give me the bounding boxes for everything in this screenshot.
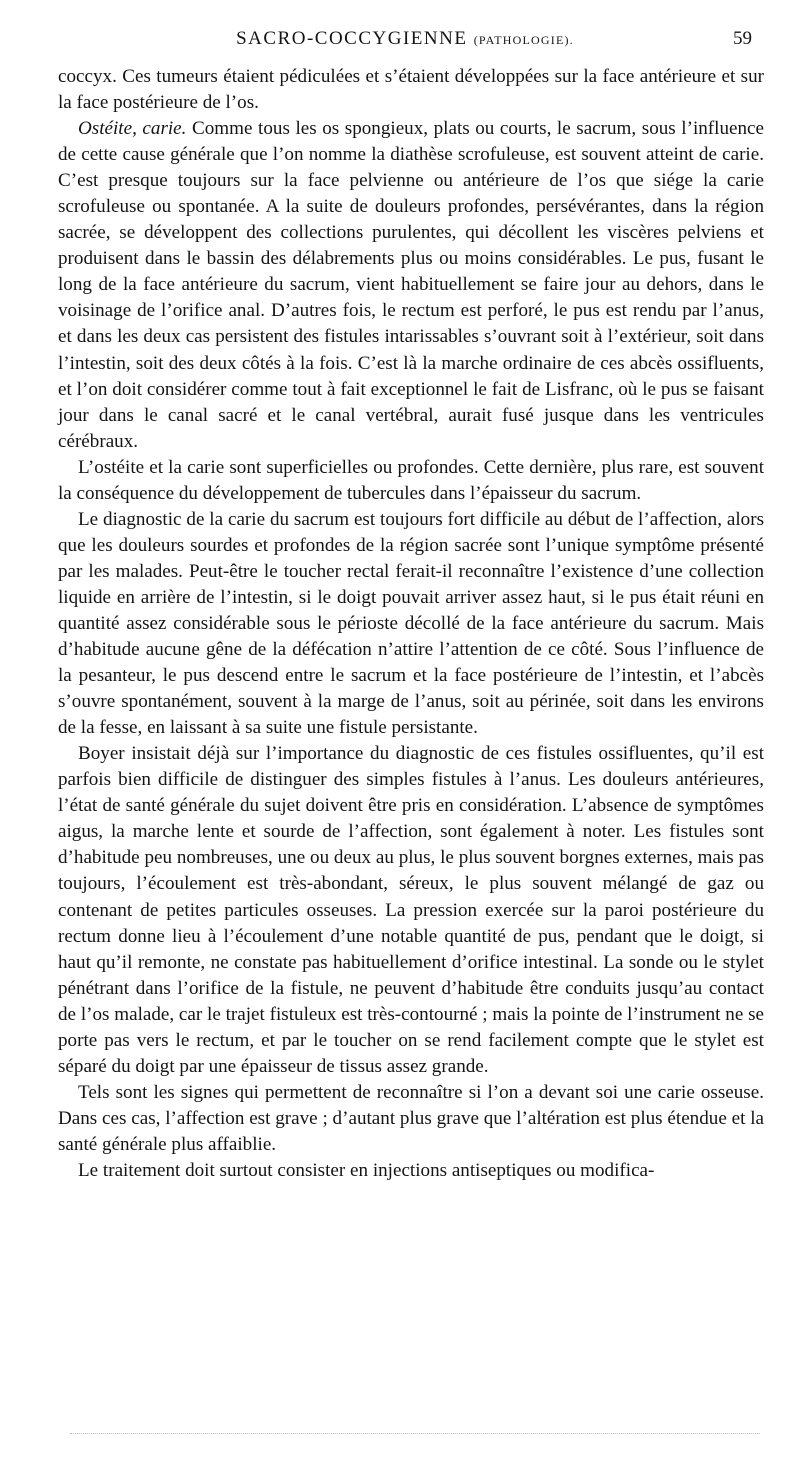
running-title-subtitle: (PATHOLOGIE). [473,33,574,47]
page-number: 59 [733,28,752,49]
running-title-main: SACRO-COCCYGIENNE [236,28,468,49]
paragraph-text: coccyx. Ces tumeurs étaient pédiculées et s’étaient développées sur la face antérieure et sur la face postérieure de l’os. [58,66,764,114]
paragraph [58,1080,764,1158]
paragraph [58,455,764,507]
paragraph [58,507,764,741]
paragraph-text: Comme tous les os spongieux, plats ou courts, le sacrum, sous l’influence de cette cause générale que l’on nomme la diathèse scrofuleuse, est souvent atteint de carie. C’est presque toujours sur la face pelvienne ou antérieure de l’os que siége la carie scrofuleuse ou spontanée. A la suite de douleurs profondes, persévérantes, dans la région sacrée, se développent des collections purulentes, qui décollent les viscères pelviens et produisent dans le bassin des délabrements plus ou moins considérables. Le pus, fusant le long de la face antérieure du sacrum, vient habituellement se faire jour au dehors, dans le voisinage de l’orifice anal. D’autres fois, le rectum est perforé, le pus est rendu par l’anus, et dans les deux cas persistent des fistules intarissables s’ouvrant soit à l’extérieur, soit dans l’intestin, soit des deux côtés à la fois. C’est là la marche ordinaire de ces abcès ossifluents, et l’on doit considérer comme tout à fait exceptionnel le fait de Lisfranc, où le pus se faisant jour dans le canal sacré et le canal vertébral, aurait fusé jusque dans les ventricules cérébraux. [58,118,764,452]
body-text [58,64,764,1184]
page-header [58,28,752,54]
paragraph-text: Boyer insistait déjà sur l’importance du diagnostic de ces fistules ossifluentes, qu’il est parfois bien difficile de distinguer des simples fistules à l’anus. Les douleurs antérieures, l’état de santé générale du sujet doivent être pris en considération. L’absence de symptômes aigus, la marche lente et sourde de l’affection, sont également à noter. Les fistules sont d’habitude peu nombreuses, une ou deux au plus, le plus souvent borgnes externes, mais pas toujours, l’écoulement est très-abondant, séreux, le plus souvent mélangé de gaz ou contenant de petites particules osseuses. La pression exercée sur la paroi postérieure du rectum donne lieu à l’écoulement d’une notable quantité de pus, pendant que le doigt, si haut qu’il remonte, ne constate pas habituellement d’orifice intestinal. La sonde ou le stylet pénétrant dans l’orifice de la fistule, ne peuvent d’habitude être conduits jusqu’au contact de l’os malade, car le trajet fistuleux est très-contourné ; mais la pointe de l’instrument ne se porte pas vers le rectum, et par le toucher on se rend facilement compte que le stylet est séparé du doigt par une épaisseur de tissus assez grande. [58,743,764,1077]
paragraph-text: L’ostéite et la carie sont superficielles ou profondes. Cette dernière, plus rare, est souvent la conséquence du développement de tubercules dans l’épaisseur du sacrum. [58,456,764,504]
running-title [58,28,752,50]
paragraph [58,1158,764,1184]
footer-dotted-rule [70,1433,760,1434]
paragraph [58,741,764,1080]
paragraph [58,64,764,116]
paragraph-text: Le diagnostic de la carie du sacrum est toujours fort difficile au début de l’affection, alors que les douleurs sourdes et profondes de la région sacrée sont l’unique symptôme présenté par les malades. Peut-être le toucher rectal ferait-il reconnaître l’existence d’une collection liquide en arrière de l’intestin, si le doigt pouvait arriver assez haut, si le pus était réuni en quantité assez considérable sous le périoste décollé de la face antérieure du sacrum. Mais d’habitude aucune gêne de la défécation n’attire l’attention de ce côté. Sous l’influence de la pesanteur, le pus descend entre le sacrum et la face postérieure de l’intestin, et l’abcès s’ouvre spontanément, souvent à la marge de l’anus, soit au périnée, soit dans les environs de la fesse, en laissant à sa suite une fistule persistante. [58,508,764,739]
paragraph [58,116,764,455]
paragraph-text: Tels sont les signes qui permettent de reconnaître si l’on a devant soi une carie osseuse. Dans ces cas, l’affection est grave ; d’autant plus grave que l’altération est plus étendue et la santé générale plus affaiblie. [58,1081,764,1155]
paragraph-text: Le traitement doit surtout consister en injections antiseptiques ou modifica- [78,1159,655,1181]
paragraph-lead: Ostéite, carie. [78,118,187,140]
